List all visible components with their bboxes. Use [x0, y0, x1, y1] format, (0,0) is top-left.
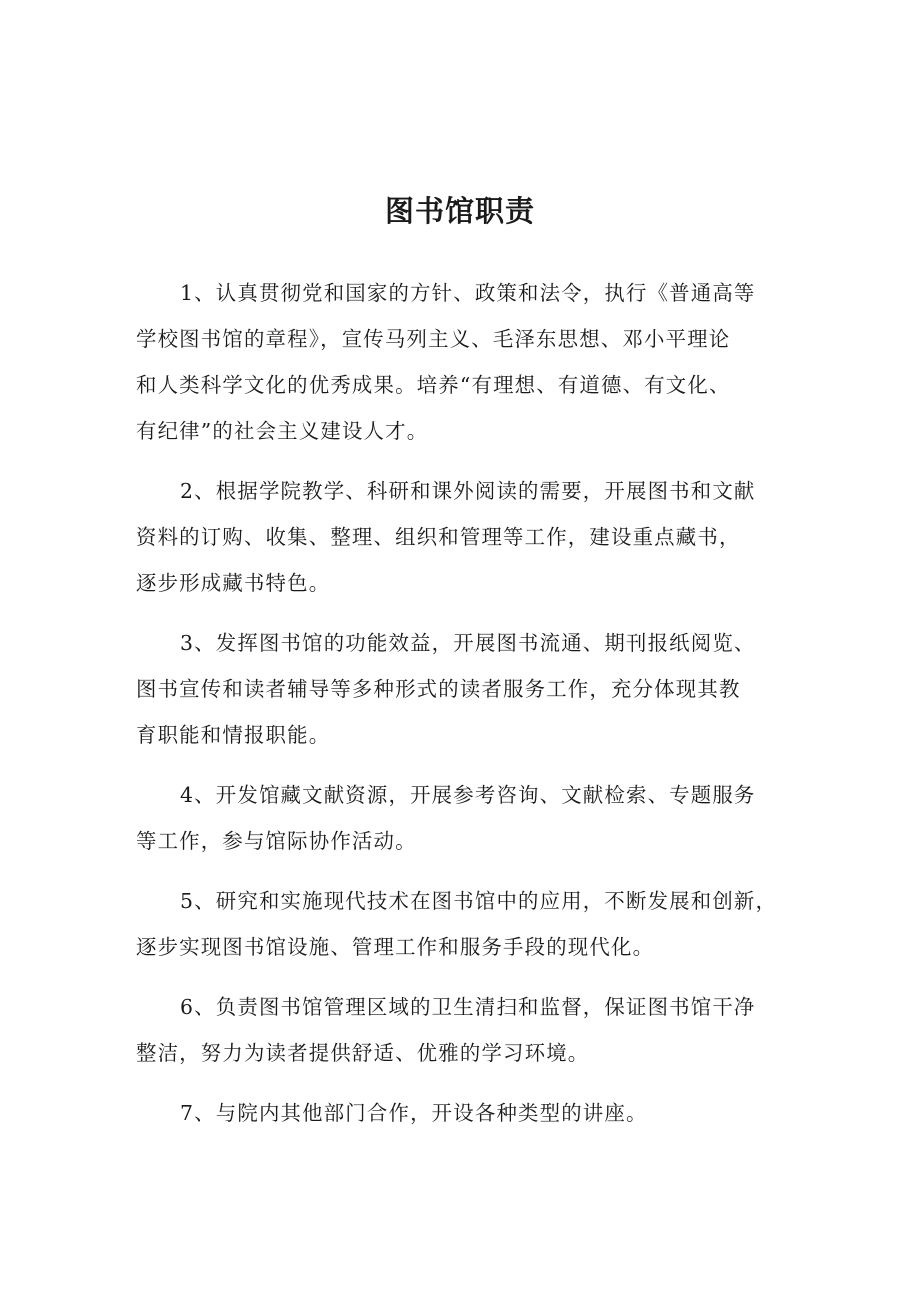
paragraph-line: 1、认真贯彻党和国家的方针、政策和法令，执行《普通高等 [180, 281, 756, 305]
paragraph-line: 4、开发馆藏文献资源，开展参考咨询、文献检索、专题服务 [180, 783, 756, 807]
paragraph-2 [136, 468, 788, 606]
paragraph-3 [136, 620, 788, 758]
paragraph-line: 图书宣传和读者辅导等多种形式的读者服务工作，充分体现其教 [136, 677, 741, 701]
paragraph-line: 逐步形成藏书特色。 [136, 571, 331, 595]
paragraph-line: 等工作，参与馆际协作活动。 [136, 829, 417, 853]
paragraph-line: 和人类科学文化的优秀成果。培养“有理想、有道德、有文化、 [136, 373, 731, 397]
paragraph-line: 有纪律”的社会主义建设人才。 [136, 419, 429, 443]
paragraph-line: 学校图书馆的章程》，宣传马列主义、毛泽东思想、邓小平理论 [136, 327, 731, 351]
paragraph-5 [136, 878, 788, 970]
paragraph-line: 育职能和情报职能。 [136, 723, 331, 747]
paragraph-line: 6、负责图书馆管理区域的卫生清扫和监督，保证图书馆干净 [180, 995, 756, 1019]
paragraph-line: 5、研究和实施现代技术在图书馆中的应用，不断发展和创新， [180, 889, 778, 913]
document-title: 图书馆职责 [384, 194, 535, 228]
paragraph-6 [136, 984, 788, 1076]
paragraph-1 [136, 270, 788, 454]
paragraph-line: 3、发挥图书馆的功能效益，开展图书流通、期刊报纸阅览、 [180, 631, 756, 655]
paragraph-line: 整洁，努力为读者提供舒适、优雅的学习环境。 [136, 1041, 590, 1065]
paragraph-4 [136, 772, 788, 864]
paragraph-7 [136, 1090, 788, 1136]
paragraph-line: 逐步实现图书馆设施、管理工作和服务手段的现代化。 [136, 935, 655, 959]
paragraph-line: 资料的订购、收集、整理、组织和管理等工作，建设重点藏书， [136, 525, 741, 549]
paragraph-line: 7、与院内其他部门合作，开设各种类型的讲座。 [180, 1101, 648, 1125]
paragraph-line: 2、根据学院教学、科研和课外阅读的需要，开展图书和文献 [180, 479, 756, 503]
document-body [136, 270, 788, 1150]
